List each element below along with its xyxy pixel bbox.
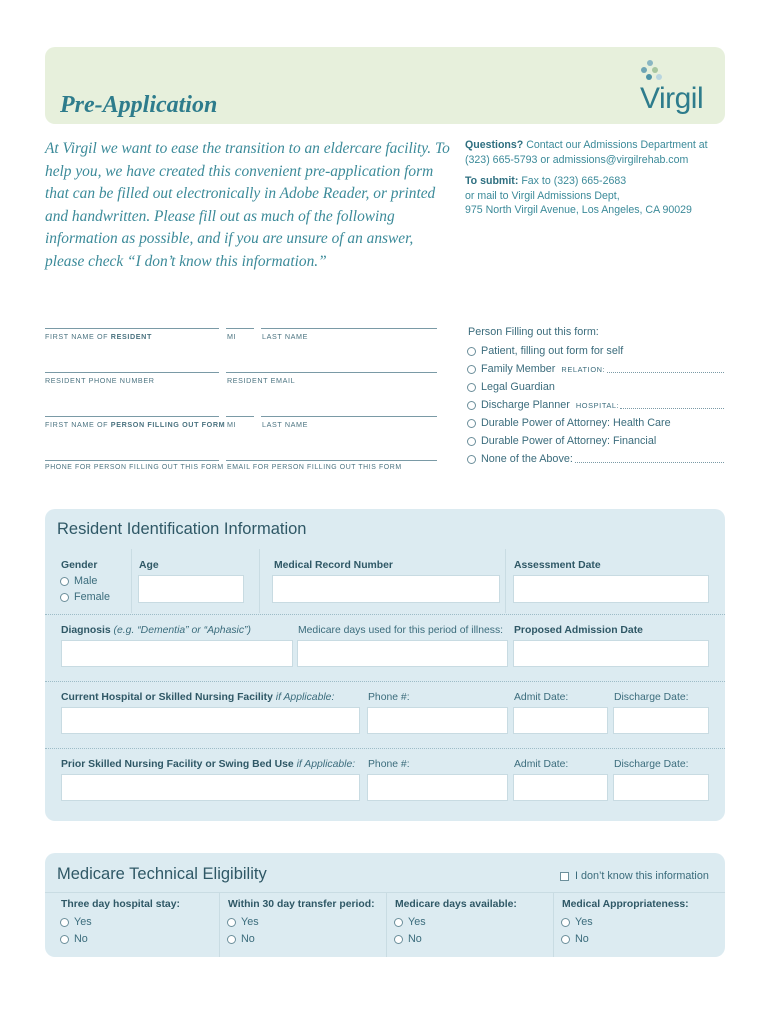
hospital-label: HOSPITAL:: [575, 400, 620, 410]
phone-person-field[interactable]: [45, 460, 219, 461]
radio-icon[interactable]: [227, 935, 236, 944]
last-name-person-field[interactable]: [261, 416, 437, 417]
assessment-date-input[interactable]: [513, 575, 709, 603]
intro-text: At Virgil we want to ease the transition to an eldercare facility. To help you, we have created this convenient pre-application form that can be filled out electronically in Adobe Reader, or printed and handwritten. Please fill out as much of the following information as possible, and if you are unsure of an answer, please check “I don’t know this information.”: [45, 140, 450, 270]
gender-male[interactable]: Male: [60, 575, 97, 587]
gender-female[interactable]: Female: [60, 591, 110, 603]
option-discharge-planner[interactable]: Discharge Planner HOSPITAL:: [467, 399, 619, 411]
transfer-yes[interactable]: Yes: [227, 916, 259, 928]
age-label: Age: [139, 560, 159, 571]
prior-snf-input[interactable]: [61, 774, 360, 801]
prior-discharge-label: Discharge Date:: [614, 759, 689, 770]
dont-know-checkbox[interactable]: I don’t know this information: [560, 870, 709, 882]
three-day-yes[interactable]: Yes: [60, 916, 92, 928]
resident-email-field[interactable]: [226, 372, 437, 373]
prior-admit-input[interactable]: [513, 774, 608, 801]
mrn-input[interactable]: [272, 575, 500, 603]
mi-label: MI: [227, 332, 237, 341]
diagnosis-label: Diagnosis (e.g. “Dementia” or “Aphasic”): [61, 625, 251, 636]
divider: [219, 892, 220, 957]
radio-icon[interactable]: [467, 437, 476, 446]
current-hospital-input[interactable]: [61, 707, 360, 734]
prior-admit-label: Admit Date:: [514, 759, 569, 770]
relation-label: RELATION:: [561, 364, 606, 374]
radio-icon[interactable]: [467, 365, 476, 374]
submit-block: [465, 174, 725, 218]
medicare-days-used-label: Medicare days used for this period of illness:: [298, 625, 504, 636]
first-name-person-field[interactable]: [45, 416, 219, 417]
phone-person-label: PHONE FOR PERSON FILLING OUT THIS FORM: [45, 464, 224, 471]
row-divider: [45, 681, 725, 682]
prior-phone-input[interactable]: [367, 774, 508, 801]
mrn-label: Medical Record Number: [274, 560, 393, 571]
divider: [553, 892, 554, 957]
transfer-no[interactable]: No: [227, 933, 255, 945]
option-family-member[interactable]: Family Member RELATION:: [467, 363, 605, 375]
checkbox-icon[interactable]: [560, 872, 569, 881]
medical-appropriateness-label: Medical Appropriateness:: [562, 899, 689, 910]
mi-person-field[interactable]: [226, 416, 254, 417]
option-poa-health[interactable]: Durable Power of Attorney: Health Care: [467, 417, 671, 429]
medicare-days-used-input[interactable]: [297, 640, 508, 667]
relation-field[interactable]: [607, 372, 724, 373]
divider: [505, 549, 506, 613]
last-name-label-2: LAST NAME: [262, 420, 309, 429]
divider: [131, 549, 132, 613]
diagnosis-input[interactable]: [61, 640, 293, 667]
logo-dot: [647, 60, 653, 66]
row-divider: [45, 614, 725, 615]
radio-icon[interactable]: [60, 935, 69, 944]
mi-resident-field[interactable]: [226, 328, 254, 329]
assessment-date-label: Assessment Date: [514, 560, 601, 571]
current-discharge-label: Discharge Date:: [614, 692, 689, 703]
logo-dot: [656, 74, 662, 80]
radio-icon[interactable]: [467, 419, 476, 428]
proposed-admission-input[interactable]: [513, 640, 709, 667]
submit-text: Fax to (323) 665-2683: [521, 175, 627, 187]
prior-discharge-input[interactable]: [613, 774, 709, 801]
none-above-field[interactable]: [575, 462, 724, 463]
radio-icon[interactable]: [60, 918, 69, 927]
current-phone-label: Phone #:: [368, 692, 410, 703]
questions-text: Contact our Admissions Department at: [526, 139, 708, 151]
logo-dot: [652, 67, 658, 73]
current-hospital-label: Current Hospital or Skilled Nursing Facility if Applicable:: [61, 692, 335, 703]
appropriateness-no[interactable]: No: [561, 933, 589, 945]
days-available-no[interactable]: No: [394, 933, 422, 945]
row-divider: [45, 748, 725, 749]
logo-dot: [646, 74, 652, 80]
three-day-no[interactable]: No: [60, 933, 88, 945]
page-title: Pre-Application: [60, 92, 218, 118]
three-day-stay-label: Three day hospital stay:: [61, 899, 180, 910]
gender-label: Gender: [61, 560, 98, 571]
email-person-label: EMAIL FOR PERSON FILLING OUT THIS FORM: [227, 464, 402, 471]
radio-icon[interactable]: [467, 347, 476, 356]
medicare-columns: [45, 892, 725, 893]
radio-icon[interactable]: [394, 918, 403, 927]
logo-dot: [641, 67, 647, 73]
resident-identification-title: Resident Identification Information: [57, 520, 307, 538]
prior-snf-label: Prior Skilled Nursing Facility or Swing Bed Use if Applicable:: [61, 759, 356, 770]
radio-icon[interactable]: [467, 401, 476, 410]
option-legal-guardian[interactable]: Legal Guardian: [467, 381, 555, 393]
prior-phone-label: Phone #:: [368, 759, 410, 770]
email-person-field[interactable]: [226, 460, 437, 461]
radio-icon[interactable]: [227, 918, 236, 927]
current-discharge-input[interactable]: [613, 707, 709, 734]
age-input[interactable]: [138, 575, 244, 603]
medicare-eligibility-title: Medicare Technical Eligibility: [57, 865, 267, 883]
current-admit-input[interactable]: [513, 707, 608, 734]
radio-icon[interactable]: [394, 935, 403, 944]
transfer-period-label: Within 30 day transfer period:: [228, 899, 375, 910]
radio-icon[interactable]: [561, 918, 570, 927]
submit-line2: or mail to Virgil Admissions Dept,: [465, 189, 620, 202]
divider: [386, 892, 387, 957]
divider: [259, 549, 260, 613]
first-name-resident-label: FIRST NAME OF RESIDENT: [45, 332, 152, 341]
last-name-resident-field[interactable]: [261, 328, 437, 329]
submit-line3: 975 North Virgil Avenue, Los Angeles, CA 90029: [465, 204, 692, 216]
questions-label: Questions?: [465, 139, 524, 151]
logo-wordmark: Virgil: [640, 82, 704, 115]
radio-icon[interactable]: [467, 455, 476, 464]
mi-label-2: MI: [227, 420, 237, 429]
questions-block: [465, 138, 725, 167]
radio-icon[interactable]: [561, 935, 570, 944]
resident-phone-label: RESIDENT PHONE NUMBER: [45, 376, 155, 385]
first-name-person-label: FIRST NAME OF PERSON FILLING OUT FORM: [45, 420, 226, 429]
last-name-label: LAST NAME: [262, 332, 309, 341]
first-name-resident-field[interactable]: [45, 328, 219, 329]
resident-phone-field[interactable]: [45, 372, 219, 373]
radio-icon[interactable]: [60, 593, 69, 602]
current-phone-input[interactable]: [367, 707, 508, 734]
medicare-days-available-label: Medicare days available:: [395, 899, 517, 910]
hospital-field[interactable]: [620, 408, 724, 409]
radio-icon[interactable]: [467, 383, 476, 392]
questions-line2: (323) 665-5793 or admissions@virgilrehab.com: [465, 153, 689, 166]
proposed-admission-label: Proposed Admission Date: [514, 625, 643, 636]
option-patient[interactable]: Patient, filling out form for self: [467, 345, 623, 357]
option-none[interactable]: None of the Above:: [467, 453, 573, 465]
option-poa-financial[interactable]: Durable Power of Attorney: Financial: [467, 435, 656, 447]
appropriateness-yes[interactable]: Yes: [561, 916, 593, 928]
virgil-logo: [636, 58, 704, 120]
radio-icon[interactable]: [60, 577, 69, 586]
resident-email-label: RESIDENT EMAIL: [227, 376, 296, 385]
person-filling-heading: Person Filling out this form:: [468, 326, 599, 338]
days-available-yes[interactable]: Yes: [394, 916, 426, 928]
submit-label: To submit:: [465, 175, 519, 187]
current-admit-label: Admit Date:: [514, 692, 569, 703]
